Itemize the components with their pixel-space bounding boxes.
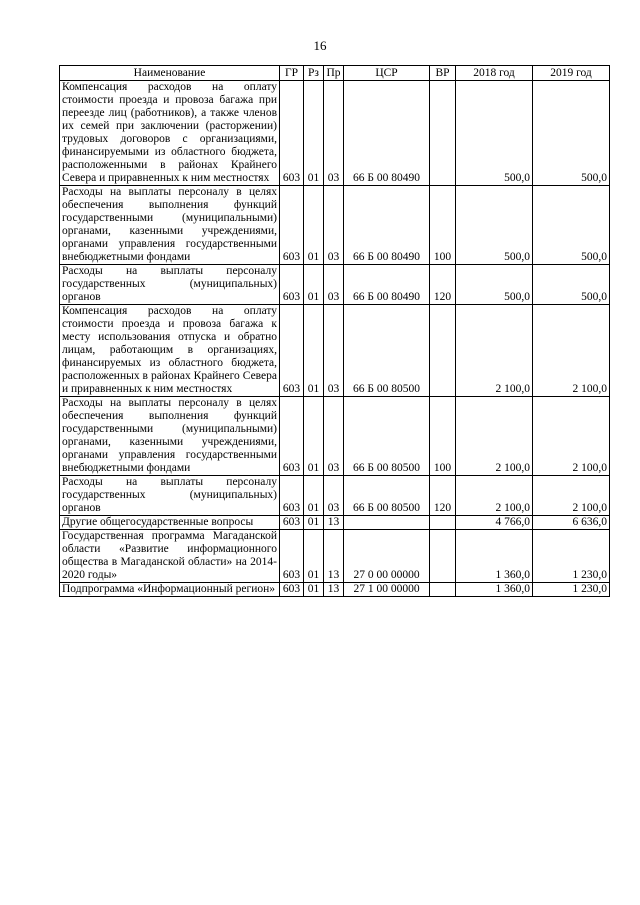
- row-gr: 603: [280, 530, 304, 583]
- table-header-row: [60, 66, 610, 81]
- row-name: Государственная программа Магаданской области «Развитие информационного общества в Магаданской области» на 2014-2020 годы»: [60, 530, 280, 583]
- header-pr: Пр: [324, 66, 344, 81]
- row-2018: 1 360,0: [456, 583, 533, 597]
- header-2018: 2018 год: [456, 66, 533, 81]
- row-rz: 01: [304, 186, 324, 265]
- row-rz: 01: [304, 265, 324, 305]
- header-gr: ГР: [280, 66, 304, 81]
- row-pr: 13: [324, 530, 344, 583]
- table-row: [60, 305, 610, 397]
- row-csr: 66 Б 00 80500: [344, 397, 430, 476]
- row-2019: 6 636,0: [533, 516, 610, 530]
- row-vr: [430, 530, 456, 583]
- row-pr: 13: [324, 583, 344, 597]
- row-pr: 13: [324, 516, 344, 530]
- row-rz: 01: [304, 516, 324, 530]
- row-csr: 66 Б 00 80490: [344, 265, 430, 305]
- row-rz: 01: [304, 305, 324, 397]
- row-vr: 100: [430, 397, 456, 476]
- row-vr: [430, 81, 456, 186]
- row-csr: 66 Б 00 80490: [344, 186, 430, 265]
- row-vr: 120: [430, 265, 456, 305]
- row-2018: 4 766,0: [456, 516, 533, 530]
- row-pr: 03: [324, 476, 344, 516]
- row-vr: 120: [430, 476, 456, 516]
- row-name: Другие общегосударственные вопросы: [60, 516, 280, 530]
- row-csr: 27 1 00 00000: [344, 583, 430, 597]
- row-2018: 500,0: [456, 265, 533, 305]
- row-pr: 03: [324, 305, 344, 397]
- table-row: [60, 583, 610, 597]
- row-rz: 01: [304, 397, 324, 476]
- row-2018: 500,0: [456, 81, 533, 186]
- row-csr: 27 0 00 00000: [344, 530, 430, 583]
- row-pr: 03: [324, 265, 344, 305]
- row-gr: 603: [280, 397, 304, 476]
- row-name: Расходы на выплаты персоналу государственных (муниципальных) органов: [60, 476, 280, 516]
- row-rz: 01: [304, 81, 324, 186]
- row-name: Расходы на выплаты персоналу в целях обеспечения выполнения функций государственными (муниципальными) органами, казенными учреждениями, органами управления государственными внебюджетными фондами: [60, 397, 280, 476]
- row-name: Подпрограмма «Информационный регион»: [60, 583, 280, 597]
- row-name: Компенсация расходов на оплату стоимости проезда и провоза багажа при переезде лиц (работников), а также членов их семей при заключении (расторжении) трудовых договоров с организациями, финансируемыми из областного бюджета, расположенными в районах Крайнего Севера и приравненных к ним местностях: [60, 81, 280, 186]
- row-gr: 603: [280, 186, 304, 265]
- row-name: Компенсация расходов на оплату стоимости проезда и провоза багажа к месту использования отпуска и обратно лицам, работающим в организациях, финансируемых из областного бюджета, расположенных в районах Крайнего Севера и приравненных к ним местностях: [60, 305, 280, 397]
- row-2018: 500,0: [456, 186, 533, 265]
- table-row: [60, 397, 610, 476]
- row-csr: 66 Б 00 80490: [344, 81, 430, 186]
- header-csr: ЦСР: [344, 66, 430, 81]
- row-gr: 603: [280, 81, 304, 186]
- row-2018: 1 360,0: [456, 530, 533, 583]
- row-vr: [430, 583, 456, 597]
- row-name: Расходы на выплаты персоналу в целях обеспечения выполнения функций государственными (муниципальными) органами, казенными учреждениями, органами управления государственными внебюджетными фондами: [60, 186, 280, 265]
- row-rz: 01: [304, 583, 324, 597]
- row-2019: 2 100,0: [533, 476, 610, 516]
- table-row: [60, 265, 610, 305]
- header-name: Наименование: [60, 66, 280, 81]
- table-row: [60, 530, 610, 583]
- row-csr: 66 Б 00 80500: [344, 305, 430, 397]
- row-csr: 66 Б 00 80500: [344, 476, 430, 516]
- table-row: [60, 186, 610, 265]
- table-row: [60, 516, 610, 530]
- row-2018: 2 100,0: [456, 305, 533, 397]
- table-row: [60, 81, 610, 186]
- row-vr: [430, 516, 456, 530]
- row-2019: 500,0: [533, 81, 610, 186]
- row-2019: 500,0: [533, 186, 610, 265]
- row-gr: 603: [280, 476, 304, 516]
- row-rz: 01: [304, 476, 324, 516]
- row-2019: 500,0: [533, 265, 610, 305]
- budget-table: [59, 65, 610, 597]
- row-gr: 603: [280, 265, 304, 305]
- row-2019: 2 100,0: [533, 305, 610, 397]
- row-2019: 1 230,0: [533, 530, 610, 583]
- row-pr: 03: [324, 186, 344, 265]
- row-2019: 1 230,0: [533, 583, 610, 597]
- row-vr: 100: [430, 186, 456, 265]
- row-gr: 603: [280, 583, 304, 597]
- row-2019: 2 100,0: [533, 397, 610, 476]
- row-pr: 03: [324, 397, 344, 476]
- row-2018: 2 100,0: [456, 397, 533, 476]
- row-2018: 2 100,0: [456, 476, 533, 516]
- row-gr: 603: [280, 516, 304, 530]
- row-rz: 01: [304, 530, 324, 583]
- row-name: Расходы на выплаты персоналу государственных (муниципальных) органов: [60, 265, 280, 305]
- header-vr: ВР: [430, 66, 456, 81]
- table-row: [60, 476, 610, 516]
- row-gr: 603: [280, 305, 304, 397]
- row-pr: 03: [324, 81, 344, 186]
- header-rz: Рз: [304, 66, 324, 81]
- header-2019: 2019 год: [533, 66, 610, 81]
- page-number: 16: [313, 38, 327, 53]
- row-csr: [344, 516, 430, 530]
- row-vr: [430, 305, 456, 397]
